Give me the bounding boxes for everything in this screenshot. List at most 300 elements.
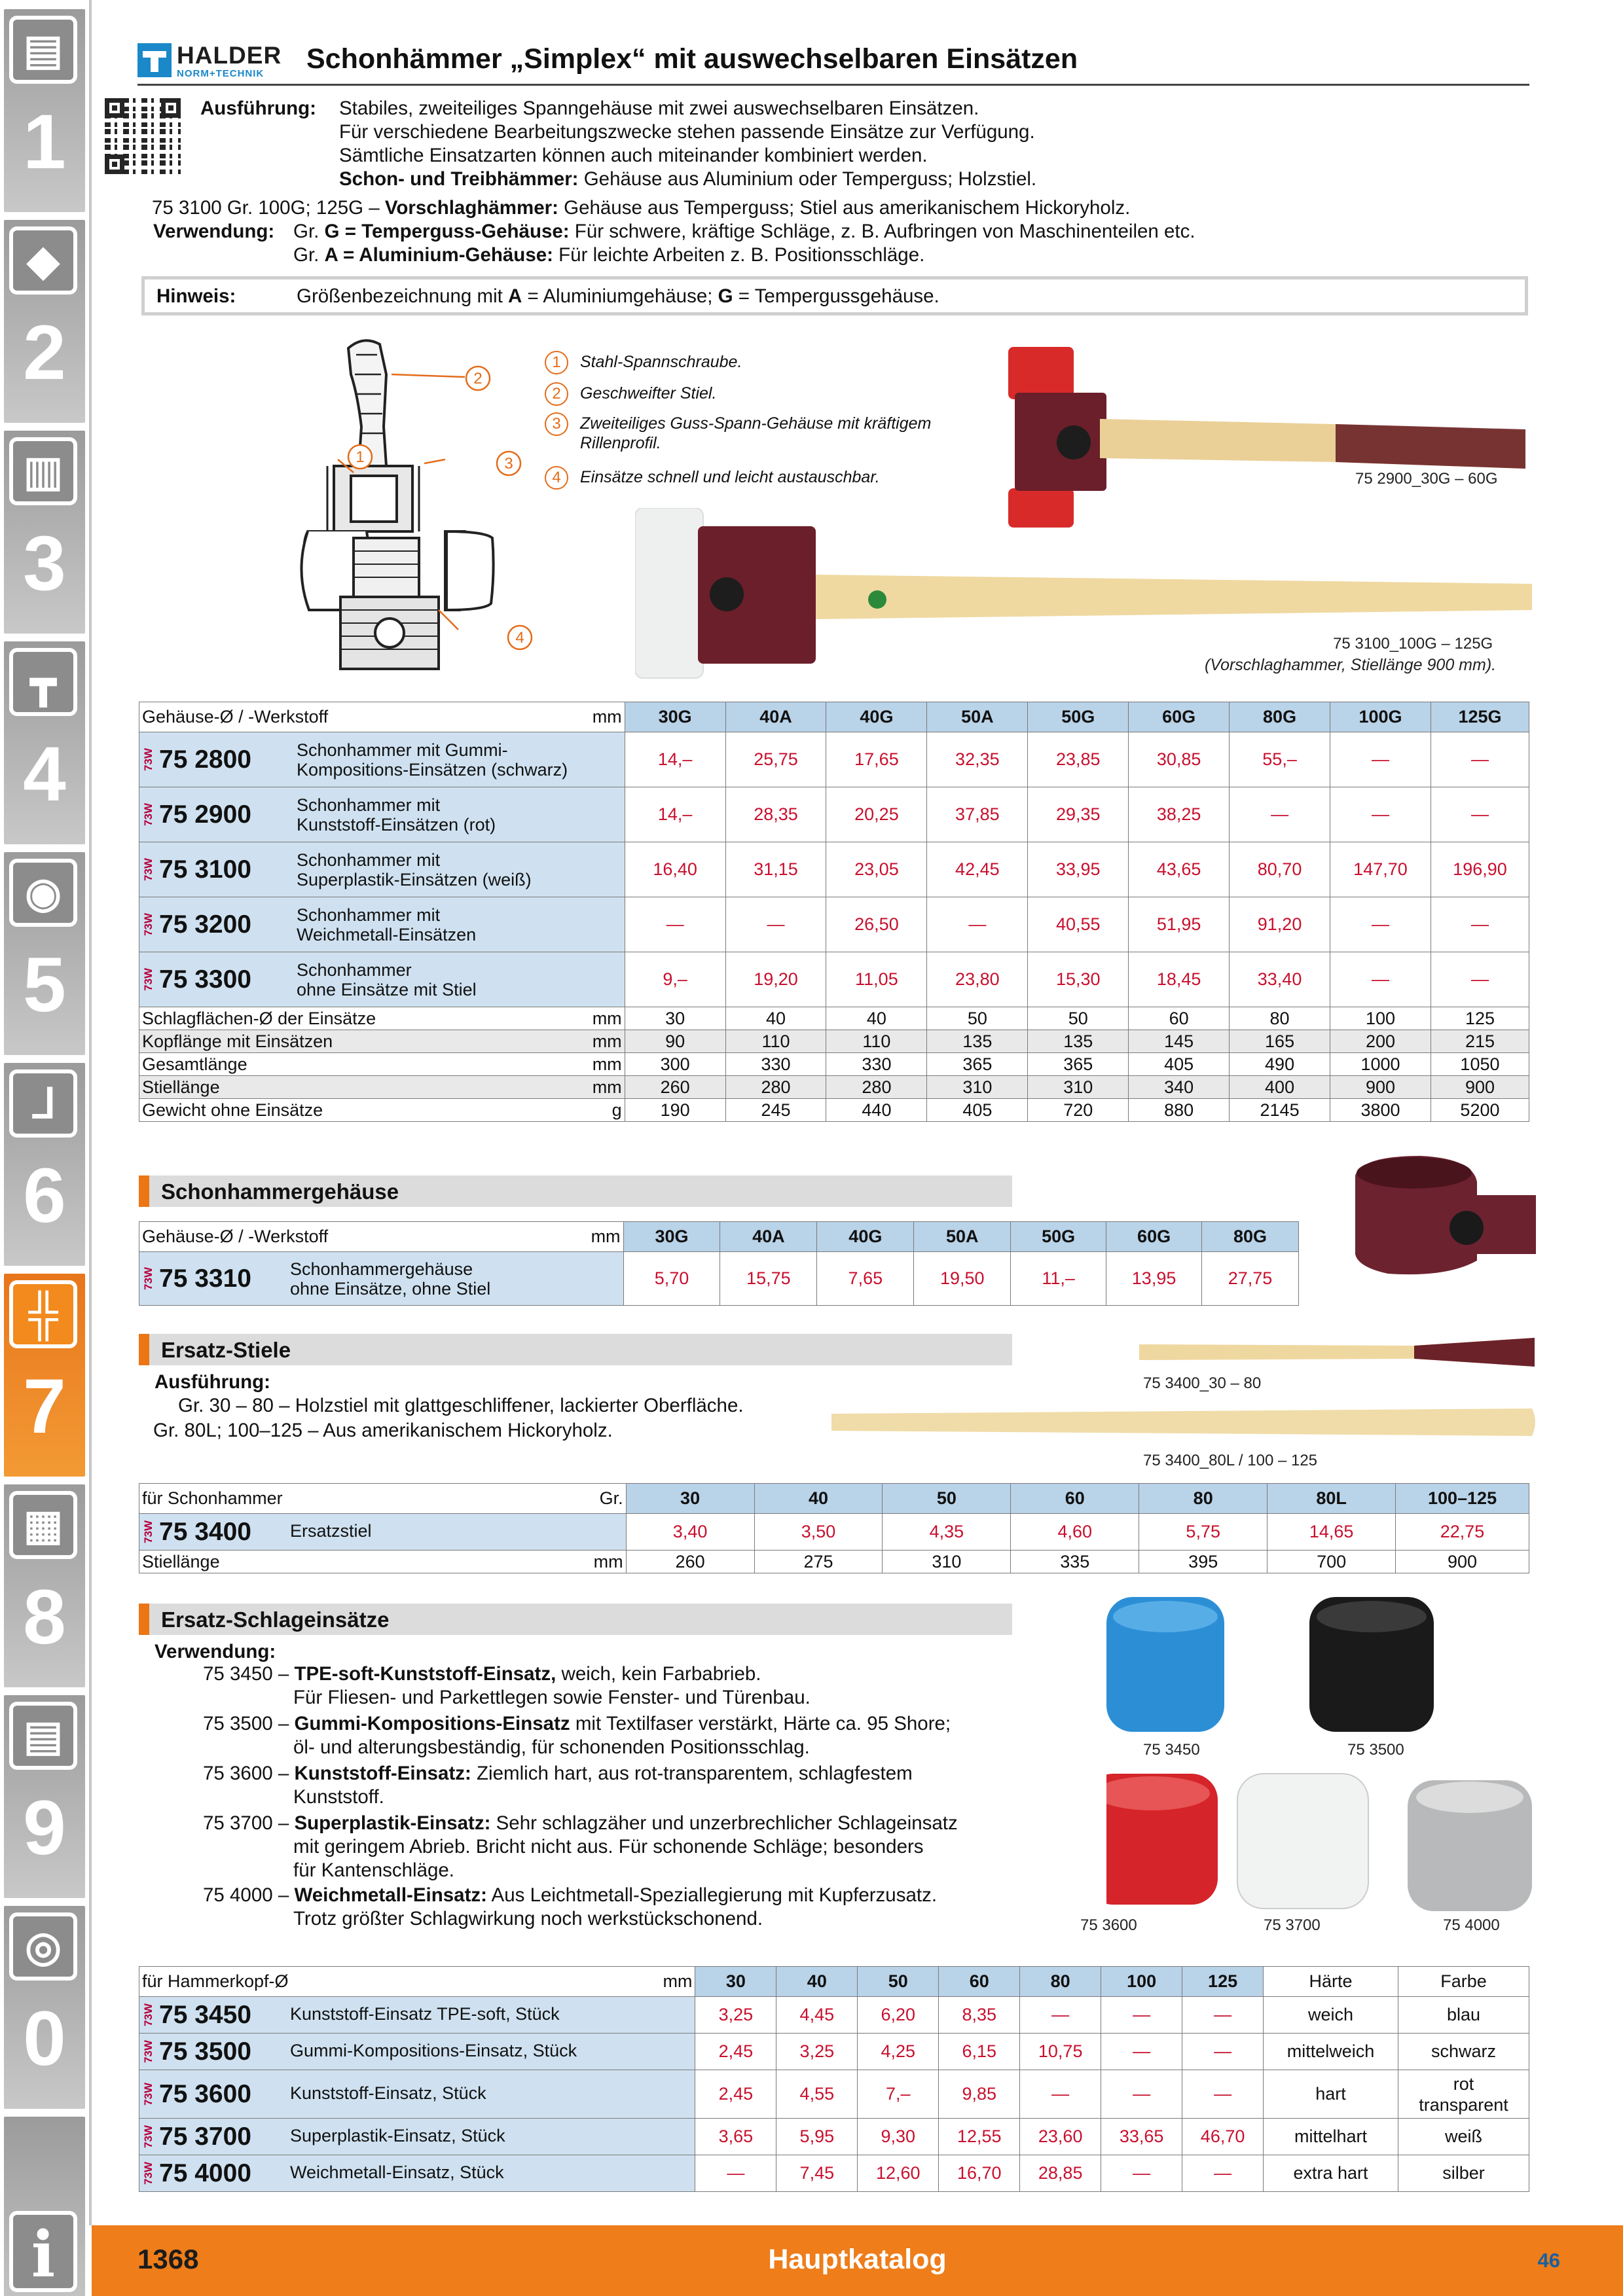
toolcase-icon: ▦ xyxy=(9,1491,77,1559)
price-cell: 80,70 xyxy=(1230,842,1330,897)
size-header: 125G xyxy=(1431,702,1529,732)
price-cell: 5,70 xyxy=(623,1252,720,1306)
hammer-photo-red xyxy=(1008,347,1532,530)
price-cell: 16,70 xyxy=(939,2155,1020,2192)
spec-value: 245 xyxy=(725,1099,826,1122)
size-header: 60G xyxy=(1129,702,1230,732)
insert-description: 75 3700 – Superplastik-Einsatz: Sehr schlagzäher und unzerbrechlicher Schlageinsatz mit geringem Abrieb. Bricht nicht aus. Für schonende Schläge; besonders für Kantenschläge. xyxy=(203,1812,958,1881)
price-cell: 16,40 xyxy=(625,842,725,897)
page-title: Schonhämmer „Simplex“ mit auswechselbaren Einsätzen xyxy=(306,43,1078,75)
page-footer xyxy=(92,2225,1623,2296)
color-cell: rot transparent xyxy=(1398,2070,1529,2119)
price-cell: 43,65 xyxy=(1129,842,1230,897)
cabinet-icon: ▤ xyxy=(9,1702,77,1770)
sidebar-tab-7[interactable] xyxy=(0,1270,89,1480)
spec-value: 60 xyxy=(1129,1007,1230,1030)
spec-value: 125 xyxy=(1431,1007,1529,1030)
row-description: Schonhammer mit Kunststoff-Einsätzen (rot) xyxy=(297,795,496,834)
price-cell: 13,95 xyxy=(1106,1252,1202,1306)
price-cell: 19,20 xyxy=(725,952,826,1007)
price-cell: 10,75 xyxy=(1020,2034,1101,2070)
price-cell: 15,30 xyxy=(1028,952,1129,1007)
verwendung-label: Verwendung: xyxy=(155,1641,276,1662)
page-number: 1368 xyxy=(137,2244,199,2274)
spec-value: 190 xyxy=(625,1099,725,1122)
svg-text:2: 2 xyxy=(473,370,483,387)
article-number: 75 3100 xyxy=(159,855,251,884)
table-header-row xyxy=(139,1222,1299,1252)
table-row[interactable]: 73W 75 3100 Schonhammer mit Superplastik-Einsätzen (weiß) 16,40 31,15 23,05 42,45 33,95 43,65 80,70 147,70 196,90 xyxy=(139,842,1529,897)
size-header: 40 xyxy=(776,1967,858,1997)
sidebar-tab-number: 9 xyxy=(23,1785,66,1871)
price-cell: 55,– xyxy=(1230,732,1330,787)
spec-value: 300 xyxy=(625,1053,725,1076)
section-header-einsaetze: Ersatz-Schlageinsätze xyxy=(139,1604,1012,1635)
verwendung-text: Gr. G = Temperguss-Gehäuse: Für schwere, kräftige Schläge, z. B. Aufbringen von Maschinenteilen etc. Gr. A = Aluminium-Gehäuse: Für leichte Arbeiten z. B. Positionsschläge. xyxy=(293,221,1195,266)
spec-value: 880 xyxy=(1129,1099,1230,1122)
saw-icon: ◉ xyxy=(9,859,77,927)
photo-caption: 75 4000 xyxy=(1443,1916,1500,1934)
row-description: Kunststoff-Einsatz, Stück xyxy=(290,2083,486,2103)
row-description: Kunststoff-Einsatz TPE-soft, Stück xyxy=(290,2003,560,2024)
price-cell: 4,55 xyxy=(776,2070,858,2119)
spec-value: 405 xyxy=(1129,1053,1230,1076)
price-cell: 37,85 xyxy=(927,787,1028,842)
hinweis-box xyxy=(141,276,1528,315)
spec-value: 365 xyxy=(1028,1053,1129,1076)
size-header: 40G xyxy=(826,702,927,732)
sidebar-tab-5[interactable] xyxy=(0,848,89,1059)
price-cell: — xyxy=(695,2155,776,2192)
safety-icon: ◎ xyxy=(9,1912,77,1981)
hammer-exploded-diagram xyxy=(288,335,550,702)
handle-photo-short xyxy=(1139,1333,1539,1372)
photo-caption: 75 3600 xyxy=(1080,1916,1137,1934)
price-cell: 29,35 xyxy=(1028,787,1129,842)
spec-value: 3800 xyxy=(1330,1099,1431,1122)
insert-description: 75 3500 – Gummi-Kompositions-Einsatz mit Textilfaser verstärkt, Härte ca. 95 Shore; öl- und alterungsbeständig, für schonenden Positionsschlag. xyxy=(203,1713,951,1758)
spec-value: 330 xyxy=(826,1053,927,1076)
spec-value: 1000 xyxy=(1330,1053,1431,1076)
price-cell: 3,40 xyxy=(626,1514,754,1551)
price-cell: 12,55 xyxy=(939,2119,1020,2155)
column-header: für Hammerkopf-Ø xyxy=(142,1971,289,1991)
article-number: 75 4000 xyxy=(159,2159,251,2187)
spec-value: 310 xyxy=(927,1076,1028,1099)
sidebar-tab-9[interactable] xyxy=(0,1691,89,1902)
price-cell: 17,65 xyxy=(826,732,927,787)
spec-value: 135 xyxy=(927,1030,1028,1053)
size-header: 40 xyxy=(754,1484,883,1514)
price-cell: — xyxy=(1020,2070,1101,2119)
chuck-icon: ▥ xyxy=(9,437,77,505)
unit-label: mm xyxy=(591,1227,621,1246)
price-cell: 6,15 xyxy=(939,2034,1020,2070)
price-cell: 33,95 xyxy=(1028,842,1129,897)
row-description: Schonhammer mit Superplastik-Einsätzen (weiß) xyxy=(297,850,532,889)
table-row[interactable]: 73W 75 3500 Gummi-Kompositions-Einsatz, Stück 2,45 3,25 4,25 6,15 10,75 — — mittelweich schwarz xyxy=(139,2034,1529,2070)
price-cell: — xyxy=(927,897,1028,952)
sidebar-tab-number: 8 xyxy=(23,1574,66,1660)
spec-value: 145 xyxy=(1129,1030,1230,1053)
table-row[interactable]: 73W 75 3300 Schonhammer ohne Einsätze mit Stiel 9,– 19,20 11,05 23,80 15,30 18,45 33,40 — — xyxy=(139,952,1529,1007)
spec-value: 50 xyxy=(1028,1007,1129,1030)
hardness-cell: mittelhart xyxy=(1264,2119,1398,2155)
sidebar-tab-4[interactable] xyxy=(0,637,89,848)
table-row[interactable]: 73W 75 3200 Schonhammer mit Weichmetall-Einsätzen — — 26,50 — 40,55 51,95 91,20 — — xyxy=(139,897,1529,952)
price-cell: 2,45 xyxy=(695,2034,776,2070)
price-cell: 4,60 xyxy=(1011,1514,1139,1551)
row-description: Weichmetall-Einsatz, Stück xyxy=(290,2162,504,2182)
price-cell: 5,75 xyxy=(1139,1514,1267,1551)
hardness-cell: extra hart xyxy=(1264,2155,1398,2192)
spec-value: 490 xyxy=(1230,1053,1330,1076)
article-number: 75 3450 xyxy=(159,2000,251,2029)
price-cell: — xyxy=(1101,2070,1182,2119)
sidebar-tab-i[interactable] xyxy=(0,2113,89,2296)
legend-item: Stahl-Spannschraube. xyxy=(580,353,742,371)
chapter-sidebar xyxy=(0,0,92,2291)
price-cell: — xyxy=(1182,1997,1264,2034)
table-header-row xyxy=(139,1484,1529,1514)
size-header: 50A xyxy=(927,702,1028,732)
table-row[interactable]: 73W 75 3400 Ersatzstiel 3,40 3,50 4,35 4,60 5,75 14,65 22,75 xyxy=(139,1514,1529,1551)
spec-value: 900 xyxy=(1330,1076,1431,1099)
table-header-row xyxy=(139,1967,1529,1997)
hinweis-label: Hinweis: xyxy=(156,285,236,307)
price-cell: 14,65 xyxy=(1267,1514,1396,1551)
price-cell: — xyxy=(1182,2155,1264,2192)
table-row[interactable]: 73W 75 3700 Superplastik-Einsatz, Stück 3,65 5,95 9,30 12,55 23,60 33,65 46,70 mittelhart weiß xyxy=(139,2119,1529,2155)
article-number: 75 3600 xyxy=(159,2079,251,2108)
price-cell: 5,95 xyxy=(776,2119,858,2155)
sidebar-tab-number: 1 xyxy=(23,99,66,185)
row-description: Schonhammer mit Weichmetall-Einsätzen xyxy=(297,905,477,944)
spec-value: 280 xyxy=(725,1076,826,1099)
size-header: 50A xyxy=(914,1222,1011,1252)
column-header: für Schonhammer xyxy=(142,1488,283,1508)
insert-icon: ◆ xyxy=(9,226,77,295)
price-cell: 23,85 xyxy=(1028,732,1129,787)
size-header: 100G xyxy=(1330,702,1431,732)
price-cell: 7,65 xyxy=(817,1252,914,1306)
photo-caption: 75 3400_80L / 100 – 125 xyxy=(1143,1452,1318,1469)
price-cell: 18,45 xyxy=(1129,952,1230,1007)
article-number: 75 3700 xyxy=(159,2122,251,2151)
spec-value: 340 xyxy=(1129,1076,1230,1099)
sidebar-tab-8[interactable] xyxy=(0,1480,89,1691)
insert-description: 75 3600 – Kunststoff-Einsatz: Ziemlich hart, aus rot-transparentem, schlagfestem Kunststoff. xyxy=(203,1763,913,1808)
article-number: 75 3300 xyxy=(159,965,251,994)
size-header: 100–125 xyxy=(1396,1484,1529,1514)
price-cell: — xyxy=(1230,787,1330,842)
price-cell: 40,55 xyxy=(1028,897,1129,952)
legend-item: Einsätze schnell und leicht austauschbar. xyxy=(580,468,880,486)
article-number: 75 3500 xyxy=(159,2037,251,2066)
price-cell: — xyxy=(1182,2034,1264,2070)
price-cell: 23,05 xyxy=(826,842,927,897)
color-header: Farbe xyxy=(1398,1967,1529,1997)
spec-value: 330 xyxy=(725,1053,826,1076)
spec-value: 50 xyxy=(927,1007,1028,1030)
price-cell: 9,– xyxy=(625,952,725,1007)
size-header: 80 xyxy=(1139,1484,1267,1514)
sidebar-tab-0[interactable] xyxy=(0,1902,89,2113)
price-cell: — xyxy=(625,897,725,952)
price-cell: 46,70 xyxy=(1182,2119,1264,2155)
color-cell: weiß xyxy=(1398,2119,1529,2155)
sidebar-tab-number: 2 xyxy=(23,310,66,396)
insert-description: 75 4000 – Weichmetall-Einsatz: Aus Leichtmetall-Speziallegierung mit Kupferzusatz. Trotz größter Schlagwirkung noch werkstückschonend. xyxy=(203,1884,938,1929)
price-cell: — xyxy=(1330,952,1431,1007)
price-cell: 9,30 xyxy=(858,2119,939,2155)
row-description: Ersatzstiel xyxy=(290,1520,372,1541)
price-cell: 27,75 xyxy=(1202,1252,1299,1306)
insert-black xyxy=(1309,1597,1434,1732)
price-cell: 12,60 xyxy=(858,2155,939,2192)
spec-value: 80 xyxy=(1230,1007,1330,1030)
price-cell: 14,– xyxy=(625,732,725,787)
hardness-cell: mittelweich xyxy=(1264,2034,1398,2070)
spec-value: 5200 xyxy=(1431,1099,1529,1122)
title-divider xyxy=(137,84,1529,86)
price-cell: 28,85 xyxy=(1020,2155,1101,2192)
size-header: 50 xyxy=(883,1484,1011,1514)
spec-value: 2145 xyxy=(1230,1099,1330,1122)
spec-value: 365 xyxy=(927,1053,1028,1076)
ausfuehrung-label: Ausführung: xyxy=(155,1371,270,1393)
article-number: 75 3200 xyxy=(159,910,251,939)
size-header: 125 xyxy=(1182,1967,1264,1997)
price-cell: 14,– xyxy=(625,787,725,842)
price-cell: — xyxy=(1431,787,1529,842)
unit-label: mm xyxy=(592,707,622,726)
price-cell: 11,05 xyxy=(826,952,927,1007)
caliper-icon: ┳ xyxy=(9,648,77,716)
spec-value: 90 xyxy=(625,1030,725,1053)
size-header: 60G xyxy=(1106,1222,1202,1252)
price-cell: — xyxy=(1101,2155,1182,2192)
size-header: 80L xyxy=(1267,1484,1396,1514)
row-description: Schonhammergehäuse ohne Einsätze, ohne Stiel xyxy=(290,1259,491,1299)
housing-price-table xyxy=(139,1221,1299,1306)
article-number: 75 2900 xyxy=(159,800,251,829)
price-cell: 31,15 xyxy=(725,842,826,897)
spec-value: 280 xyxy=(826,1076,927,1099)
hardness-cell: hart xyxy=(1264,2070,1398,2119)
qr-code-icon[interactable] xyxy=(105,98,181,174)
photo-caption: 75 3450 xyxy=(1143,1741,1200,1759)
price-cell: 4,45 xyxy=(776,1997,858,2034)
brand-name: HALDER xyxy=(177,42,282,69)
article-number: 75 2800 xyxy=(159,745,251,774)
catalog-name: Hauptkatalog xyxy=(768,2244,947,2275)
table-row[interactable]: 73W 75 4000 Weichmetall-Einsatz, Stück — 7,45 12,60 16,70 28,85 — — extra hart silber xyxy=(139,2155,1529,2192)
price-cell: 25,75 xyxy=(725,732,826,787)
spec-value: 720 xyxy=(1028,1099,1129,1122)
price-cell: — xyxy=(1431,732,1529,787)
handle-photo-long xyxy=(831,1402,1539,1441)
sidebar-tab-number: 5 xyxy=(23,942,66,1028)
spec-row: Schlagflächen-Ø der Einsätze mm 30 40 40 50 50 60 80 100 125 xyxy=(139,1007,1529,1030)
photo-caption: 75 3700 xyxy=(1264,1916,1321,1934)
size-header: 50G xyxy=(1028,702,1129,732)
price-cell: — xyxy=(1431,952,1529,1007)
size-header: 80G xyxy=(1230,702,1330,732)
size-header: 40G xyxy=(817,1222,914,1252)
hardness-cell: weich xyxy=(1264,1997,1398,2034)
size-header: 30 xyxy=(626,1484,754,1514)
sidebar-tab-number: 6 xyxy=(23,1153,66,1239)
spec-value: 215 xyxy=(1431,1030,1529,1053)
table-row[interactable]: 73W 75 3450 Kunststoff-Einsatz TPE-soft, Stück 3,25 4,45 6,20 8,35 — — — weich blau xyxy=(139,1997,1529,2034)
color-cell: schwarz xyxy=(1398,2034,1529,2070)
column-header: Gehäuse-Ø / -Werkstoff xyxy=(142,707,329,726)
price-cell: — xyxy=(1101,1997,1182,2034)
table-header-row xyxy=(139,702,1529,732)
spec-value: 110 xyxy=(826,1030,927,1053)
legend-item: Zweiteiliges Guss-Spann-Gehäuse mit kräftigem Rillenprofil. xyxy=(580,414,932,452)
spec-value: 400 xyxy=(1230,1076,1330,1099)
price-cell: — xyxy=(1182,2070,1264,2119)
photo-caption: 75 3500 xyxy=(1347,1741,1404,1759)
price-cell: 2,45 xyxy=(695,2070,776,2119)
size-header: 100 xyxy=(1101,1967,1182,1997)
photo-caption: 75 3400_30 – 80 xyxy=(1143,1374,1262,1392)
price-cell: 23,80 xyxy=(927,952,1028,1007)
price-cell: 8,35 xyxy=(939,1997,1020,2034)
price-cell: 38,25 xyxy=(1129,787,1230,842)
sidebar-tab-number: 3 xyxy=(23,520,66,607)
insert-blue xyxy=(1106,1597,1224,1732)
price-cell: 42,45 xyxy=(927,842,1028,897)
price-cell: — xyxy=(725,897,826,952)
spec-value: 135 xyxy=(1028,1030,1129,1053)
section-page-number: 46 xyxy=(1537,2249,1560,2272)
spec-row: Stiellänge mm 260 275 310 335 395 700 900 xyxy=(139,1551,1529,1573)
price-cell: 147,70 xyxy=(1330,842,1431,897)
legend-item: Geschweifter Stiel. xyxy=(580,384,717,403)
spec-row: Stiellänge mm 260 280 280 310 310 340 400 900 900 xyxy=(139,1076,1529,1099)
row-description: Schonhammer mit Gummi- Kompositions-Einsätzen (schwarz) xyxy=(297,740,568,780)
price-cell: 33,65 xyxy=(1101,2119,1182,2155)
price-cell: — xyxy=(1330,732,1431,787)
spec-value: 40 xyxy=(826,1007,927,1030)
brand-subtitle: NORM+TECHNIK xyxy=(177,68,264,79)
price-cell: 33,40 xyxy=(1230,952,1330,1007)
section-header-stiele: Ersatz-Stiele xyxy=(139,1334,1012,1365)
size-header: 50 xyxy=(858,1967,939,1997)
section-header-gehaeuse: Schonhammergehäuse xyxy=(139,1175,1012,1207)
svg-text:1: 1 xyxy=(356,448,365,466)
price-cell: 30,85 xyxy=(1129,732,1230,787)
spec-value: 310 xyxy=(1028,1076,1129,1099)
spec-value: 165 xyxy=(1230,1030,1330,1053)
sidebar-tab-2[interactable] xyxy=(0,216,89,427)
spec-value: 900 xyxy=(1431,1076,1529,1099)
price-cell: 196,90 xyxy=(1431,842,1529,897)
wrench-icon: ᒧ xyxy=(9,1069,77,1138)
price-cell: — xyxy=(1330,897,1431,952)
spec-value: 440 xyxy=(826,1099,927,1122)
price-cell: 3,25 xyxy=(695,1997,776,2034)
photo-caption-note: (Vorschlaghammer, Stiellänge 900 mm). xyxy=(1205,656,1497,674)
housing-photo xyxy=(1342,1149,1539,1280)
price-cell: 4,35 xyxy=(883,1514,1011,1551)
stiel-text: Gr. 30 – 80 – Holzstiel mit glattgeschliffener, lackierter Oberfläche. xyxy=(178,1395,744,1416)
stiel-text: Gr. 80L; 100–125 – Aus amerikanischem Hickoryholz. xyxy=(153,1420,613,1441)
spec-value: 110 xyxy=(725,1030,826,1053)
info-icon: i xyxy=(9,2211,77,2292)
spec-value: 40 xyxy=(725,1007,826,1030)
price-cell: 7,45 xyxy=(776,2155,858,2192)
svg-text:3: 3 xyxy=(504,455,513,473)
article-number: 75 3400 xyxy=(159,1517,251,1546)
sidebar-tab-6[interactable] xyxy=(0,1059,89,1270)
hardness-header: Härte xyxy=(1264,1967,1398,1997)
spec-value: 200 xyxy=(1330,1030,1431,1053)
insert-price-table xyxy=(139,1966,1529,2192)
sidebar-tab-1[interactable] xyxy=(0,5,89,216)
price-cell: 32,35 xyxy=(927,732,1028,787)
drill-icon: ▤ xyxy=(9,16,77,84)
size-header: 30G xyxy=(625,702,725,732)
table-row[interactable]: 73W 75 3310 Schonhammergehäuse ohne Einsätze, ohne Stiel 5,70 15,75 7,65 19,50 11,– 13,95 27,75 xyxy=(139,1252,1299,1306)
legend-number: 2 xyxy=(545,382,568,406)
price-cell: 26,50 xyxy=(826,897,927,952)
price-cell: 6,20 xyxy=(858,1997,939,2034)
size-header: 30 xyxy=(695,1967,776,1997)
halder-logo xyxy=(137,43,292,81)
table-row[interactable]: 73W 75 3600 Kunststoff-Einsatz, Stück 2,45 4,55 7,– 9,85 — — — hart rot transparent xyxy=(139,2070,1529,2119)
hinweis-text: Größenbezeichnung mit A = Aluminiumgehäuse; G = Tempergussgehäuse. xyxy=(297,285,939,307)
pliers-icon: ╬ xyxy=(9,1280,77,1348)
legend-number: 3 xyxy=(545,412,568,436)
table-row[interactable]: 73W 75 2900 Schonhammer mit Kunststoff-Einsätzen (rot) 14,– 28,35 20,25 37,85 29,35 38,25 — — — xyxy=(139,787,1529,842)
price-cell: 91,20 xyxy=(1230,897,1330,952)
verwendung-label: Verwendung: xyxy=(153,221,275,242)
spec-row: Kopflänge mit Einsätzen mm 90 110 110 135 135 145 165 200 215 xyxy=(139,1030,1529,1053)
intro-text: Stabiles, zweiteiliges Spanngehäuse mit zwei auswechselbaren Einsätzen. Für verschiedene Bearbeitungszwecke stehen passende Einsätze zur Verfügung. Sämtliche Einsatzarten können auch miteinander kombiniert werden. Schon- und Treibhämmer: Gehäuse aus Aluminium oder Temperguss; Holzstiel. xyxy=(339,98,1037,190)
column-header: Gehäuse-Ø / -Werkstoff xyxy=(142,1227,329,1246)
article-number: 75 3310 xyxy=(159,1264,251,1293)
spec-row: Gesamtlänge mm 300 330 330 365 365 405 490 1000 1050 xyxy=(139,1053,1529,1076)
size-header: 50G xyxy=(1011,1222,1106,1252)
row-description: Superplastik-Einsatz, Stück xyxy=(290,2125,505,2145)
price-cell: — xyxy=(1020,1997,1101,2034)
color-cell: blau xyxy=(1398,1997,1529,2034)
legend-number: 1 xyxy=(545,351,568,374)
size-header: 60 xyxy=(1011,1484,1139,1514)
handle-price-table xyxy=(139,1483,1529,1573)
size-header: 60 xyxy=(939,1967,1020,1997)
photo-caption: 75 3100_100G – 125G xyxy=(1333,635,1493,653)
size-header: 80 xyxy=(1020,1967,1101,1997)
spec-value: 405 xyxy=(927,1099,1028,1122)
sidebar-tab-3[interactable] xyxy=(0,427,89,637)
table-row[interactable]: 73W 75 2800 Schonhammer mit Gummi- Kompositions-Einsätzen (schwarz) 14,– 25,75 17,65 32,35 23,85 30,85 55,– — — xyxy=(139,732,1529,787)
size-header: 30G xyxy=(623,1222,720,1252)
row-description: Gummi-Kompositions-Einsatz, Stück xyxy=(290,2040,577,2060)
unit-label: mm xyxy=(663,1971,693,1991)
ausfuehrung-label: Ausführung: xyxy=(200,98,316,119)
price-cell: 4,25 xyxy=(858,2034,939,2070)
price-cell: 20,25 xyxy=(826,787,927,842)
legend-number: 4 xyxy=(545,466,568,490)
color-cell: silber xyxy=(1398,2155,1529,2192)
sidebar-tab-number: 7 xyxy=(23,1363,66,1450)
svg-text:4: 4 xyxy=(515,629,524,647)
